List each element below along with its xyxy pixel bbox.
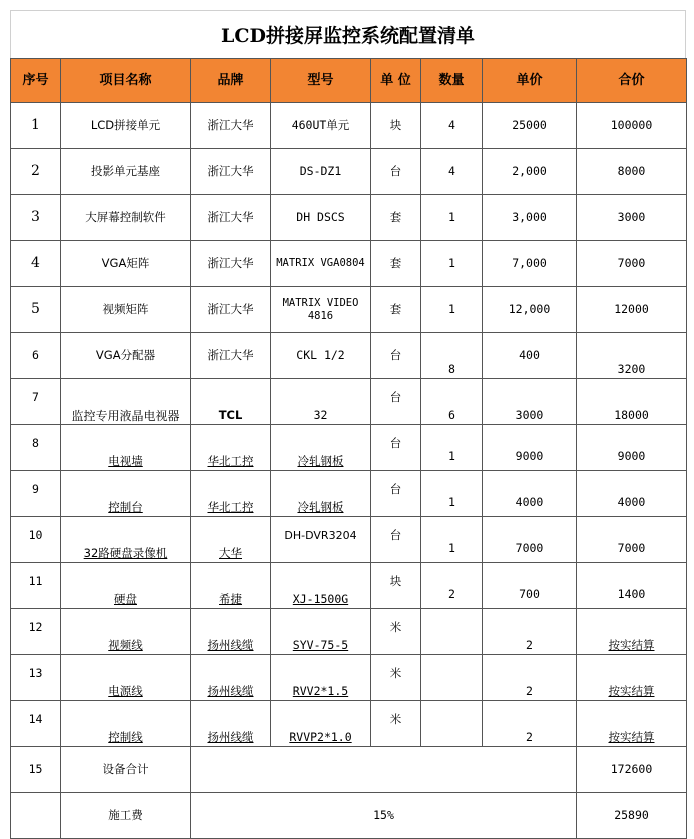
cell-total: 7000 (577, 241, 687, 287)
cell-qty: 2 (421, 563, 483, 609)
cell-unit: 台 (371, 333, 421, 379)
cell-price: 2,000 (483, 149, 577, 195)
header-brand: 品牌 (191, 59, 271, 103)
table-row (11, 333, 687, 379)
cell-unit: 套 (371, 287, 421, 333)
table-row (11, 149, 687, 195)
cell-price: 9000 (483, 425, 577, 471)
cell-index: 1 (11, 103, 61, 149)
cell-brand: 浙江大华 (191, 333, 271, 379)
header-unit: 单 位 (371, 59, 421, 103)
cell-price: 7000 (483, 517, 577, 563)
cell-item: 电源线 (61, 655, 191, 701)
cell-qty: 6 (421, 379, 483, 425)
cell-model: DH DSCS (271, 195, 371, 241)
cell-index: 10 (11, 517, 61, 563)
header-item: 项目名称 (61, 59, 191, 103)
cell-model: DH-DVR3204 (271, 517, 371, 563)
cell-qty (421, 701, 483, 747)
cell-index: 8 (11, 425, 61, 471)
config-table (10, 58, 687, 839)
cell-unit: 米 (371, 655, 421, 701)
cell-qty: 1 (421, 471, 483, 517)
table-row (11, 287, 687, 333)
table-row (11, 379, 687, 425)
table-row (11, 241, 687, 287)
cell-qty: 4 (421, 103, 483, 149)
table-row (11, 517, 687, 563)
table-row (11, 563, 687, 609)
subtotal-amount: 172600 (577, 747, 687, 793)
cell-price: 25000 (483, 103, 577, 149)
cell-price: 3,000 (483, 195, 577, 241)
cell-model: RVV2*1.5 (271, 655, 371, 701)
cell-qty: 1 (421, 517, 483, 563)
cell-total: 1400 (577, 563, 687, 609)
cell-total: 按实结算 (577, 655, 687, 701)
cell-total: 100000 (577, 103, 687, 149)
cell-price: 700 (483, 563, 577, 609)
cell-unit: 台 (371, 149, 421, 195)
cell-unit: 块 (371, 103, 421, 149)
cell-unit: 套 (371, 195, 421, 241)
cell-qty: 4 (421, 149, 483, 195)
cell-item: 硬盘 (61, 563, 191, 609)
cell-unit: 米 (371, 701, 421, 747)
sheet-title: LCD拼接屏监控系统配置清单 (10, 10, 686, 58)
cell-brand: 扬州线缆 (191, 701, 271, 747)
cell-model: XJ-1500G (271, 563, 371, 609)
cell-item: VGA矩阵 (61, 241, 191, 287)
cell-model: DS-DZ1 (271, 149, 371, 195)
cell-item: 电视墙 (61, 425, 191, 471)
cell-index: 9 (11, 471, 61, 517)
cell-total: 按实结算 (577, 701, 687, 747)
table-row (11, 103, 687, 149)
header-price: 单价 (483, 59, 577, 103)
cell-brand: 希捷 (191, 563, 271, 609)
cell-unit: 米 (371, 609, 421, 655)
cell-price: 400 (483, 333, 577, 379)
table-row (11, 701, 687, 747)
cell-unit: 台 (371, 425, 421, 471)
cell-brand: 扬州线缆 (191, 655, 271, 701)
cell-total: 按实结算 (577, 609, 687, 655)
table-row (11, 655, 687, 701)
cell-item: 视频线 (61, 609, 191, 655)
cell-item: 大屏幕控制软件 (61, 195, 191, 241)
cell-item: 控制台 (61, 471, 191, 517)
cell-brand: TCL (191, 379, 271, 425)
construction-index (11, 793, 61, 839)
cell-price: 4000 (483, 471, 577, 517)
cell-model: 冷轧钢板 (271, 425, 371, 471)
cell-total: 9000 (577, 425, 687, 471)
cell-brand: 浙江大华 (191, 103, 271, 149)
cell-total: 8000 (577, 149, 687, 195)
cell-price: 3000 (483, 379, 577, 425)
cell-price: 12,000 (483, 287, 577, 333)
cell-model: 32 (271, 379, 371, 425)
cell-model: MATRIX VIDEO 4816 (271, 287, 371, 333)
cell-qty: 8 (421, 333, 483, 379)
cell-index: 13 (11, 655, 61, 701)
cell-index: 3 (11, 195, 61, 241)
cell-qty: 1 (421, 287, 483, 333)
cell-model: SYV-75-5 (271, 609, 371, 655)
cell-model: CKL 1/2 (271, 333, 371, 379)
construction-row (11, 793, 687, 839)
cell-brand: 华北工控 (191, 471, 271, 517)
header-total: 合价 (577, 59, 687, 103)
cell-total: 4000 (577, 471, 687, 517)
cell-index: 12 (11, 609, 61, 655)
cell-item: 投影单元基座 (61, 149, 191, 195)
cell-brand: 浙江大华 (191, 195, 271, 241)
cell-index: 5 (11, 287, 61, 333)
subtotal-label: 设备合计 (61, 747, 191, 793)
table-row (11, 425, 687, 471)
cell-brand: 扬州线缆 (191, 609, 271, 655)
cell-index: 11 (11, 563, 61, 609)
cell-unit: 台 (371, 379, 421, 425)
cell-qty: 1 (421, 425, 483, 471)
cell-price: 7,000 (483, 241, 577, 287)
table-row (11, 195, 687, 241)
subtotal-merged-cell (191, 747, 577, 793)
cell-total: 12000 (577, 287, 687, 333)
header-row (11, 59, 687, 103)
cell-item: 32路硬盘录像机 (61, 517, 191, 563)
table-row (11, 471, 687, 517)
subtotal-index: 15 (11, 747, 61, 793)
cell-price: 2 (483, 655, 577, 701)
header-qty: 数量 (421, 59, 483, 103)
cell-qty: 1 (421, 241, 483, 287)
cell-total: 3200 (577, 333, 687, 379)
cell-item: 视频矩阵 (61, 287, 191, 333)
cell-model: 460UT单元 (271, 103, 371, 149)
cell-brand: 大华 (191, 517, 271, 563)
cell-item: 监控专用液晶电视器 (61, 379, 191, 425)
cell-index: 14 (11, 701, 61, 747)
cell-qty (421, 609, 483, 655)
cell-unit: 台 (371, 517, 421, 563)
cell-index: 2 (11, 149, 61, 195)
cell-item: LCD拼接单元 (61, 103, 191, 149)
cell-qty (421, 655, 483, 701)
cell-brand: 浙江大华 (191, 287, 271, 333)
table-row (11, 609, 687, 655)
cell-price: 2 (483, 701, 577, 747)
header-index: 序号 (11, 59, 61, 103)
cell-item: 控制线 (61, 701, 191, 747)
cell-total: 7000 (577, 517, 687, 563)
cell-model: MATRIX VGA0804 (271, 241, 371, 287)
cell-unit: 套 (371, 241, 421, 287)
cell-model: 冷轧钢板 (271, 471, 371, 517)
cell-total: 3000 (577, 195, 687, 241)
cell-index: 7 (11, 379, 61, 425)
cell-index: 4 (11, 241, 61, 287)
cell-brand: 华北工控 (191, 425, 271, 471)
cell-model: RVVP2*1.0 (271, 701, 371, 747)
cell-price: 2 (483, 609, 577, 655)
subtotal-row (11, 747, 687, 793)
cell-brand: 浙江大华 (191, 149, 271, 195)
cell-unit: 台 (371, 471, 421, 517)
cell-total: 18000 (577, 379, 687, 425)
construction-rate: 15% (191, 793, 577, 839)
cell-item: VGA分配器 (61, 333, 191, 379)
cell-index: 6 (11, 333, 61, 379)
cell-brand: 浙江大华 (191, 241, 271, 287)
cell-qty: 1 (421, 195, 483, 241)
config-sheet (10, 10, 686, 835)
cell-unit: 块 (371, 563, 421, 609)
construction-amount: 25890 (577, 793, 687, 839)
construction-label: 施工费 (61, 793, 191, 839)
header-model: 型号 (271, 59, 371, 103)
